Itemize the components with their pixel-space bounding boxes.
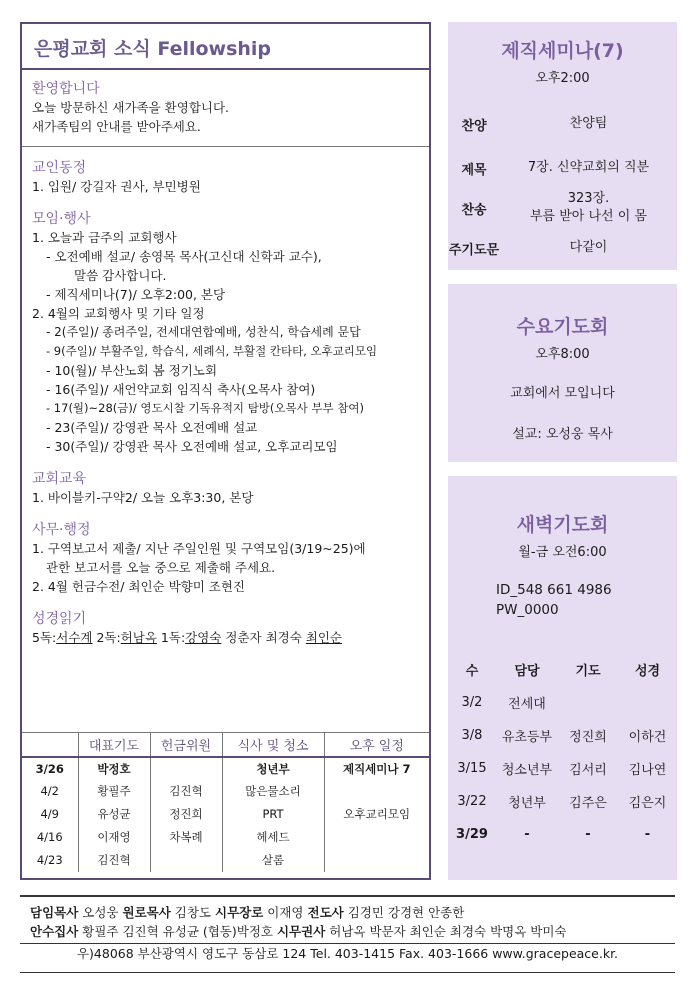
education-line: 1. 바이블키-구약2/ 오늘 오후3:30, 본당: [32, 490, 254, 505]
hymn-number: 323장.: [567, 191, 610, 206]
staff-names: 김경민 강경현 안종한: [343, 905, 465, 920]
table-cell: [324, 849, 429, 872]
staff-names: 김창도: [170, 905, 215, 920]
table-cell: 4/2: [40, 784, 59, 798]
table-cell: -: [644, 827, 651, 842]
section-divider: [22, 146, 429, 147]
event-item: - 17(월)~28(금)/ 영도시찰 기독유적지 탐방(오목사 부부 참여): [46, 401, 364, 415]
schedule-header: [22, 733, 78, 757]
table-cell: 황필주: [78, 780, 150, 803]
church-address: 우)48068 부산광역시 영도구 동삼로 124 Tel. 403-1415 Fax. 403-1666 www.gracepeace.kr.: [20, 943, 675, 963]
wednesday-preacher: 설교: 오성웅 목사: [512, 427, 613, 442]
zoom-id: ID_548 661 4986: [496, 582, 612, 598]
staff-role: 원로목사: [122, 905, 171, 920]
dawn-header: 수: [465, 663, 479, 679]
education-heading: 교회교육: [32, 471, 87, 487]
reading-section: [22, 608, 429, 647]
table-cell: PRT: [222, 803, 324, 826]
dawn-table: [448, 652, 677, 851]
seminar-value: 7장. 신약교회의 직분: [527, 160, 650, 175]
wednesday-line: 교회에서 모입니다: [510, 386, 615, 401]
table-cell: 김주은: [569, 796, 607, 811]
admin-heading: 사무·행정: [32, 522, 91, 538]
seminar-key: 주기도문: [448, 242, 500, 258]
dawn-header: 성경: [634, 663, 661, 679]
reading-name: 허남옥: [120, 630, 157, 645]
table-cell: 많은물소리: [222, 780, 324, 803]
table-cell: -: [524, 827, 530, 842]
church-news-panel: [20, 22, 431, 880]
table-cell: 정진희: [150, 803, 222, 826]
table-cell: -: [585, 827, 591, 842]
table-row: [448, 686, 677, 719]
table-cell: 헤세드: [222, 826, 324, 849]
table-cell: 김은지: [628, 796, 667, 811]
seminar-key: 제목: [461, 162, 487, 178]
staff-names: 이재영: [263, 905, 308, 920]
reading-label: 5독:: [32, 630, 57, 645]
dawn-time: 월-금 오전6:00: [518, 545, 607, 560]
reading-label: 정춘자 최경숙: [221, 630, 306, 645]
events-section: [22, 208, 429, 456]
table-cell: [324, 780, 429, 803]
table-cell: 청년부: [508, 796, 546, 811]
table-cell: 3/22: [457, 794, 487, 809]
schedule-header-row: [22, 733, 429, 757]
admin-line: 관한 보고서를 오늘 중으로 제출해 주세요.: [46, 560, 276, 575]
schedule-header: 헌금위원: [150, 733, 222, 757]
dawn-header-row: [448, 652, 677, 686]
events-line: 1. 오늘과 금주의 교회행사: [32, 230, 177, 245]
staff-role: 시무장로: [215, 905, 264, 920]
table-cell: 청년부: [222, 757, 324, 780]
seminar-value: 찬양팀: [569, 116, 608, 131]
education-section: [22, 468, 429, 507]
seminar-value: [500, 190, 677, 226]
table-row: [448, 818, 677, 851]
event-item: - 30(주일)/ 강영관 목사 오전예배 설교, 오후교리모임: [46, 439, 338, 454]
reading-name: 강영숙: [185, 630, 222, 645]
table-cell: [558, 686, 618, 719]
admin-line: 2. 4월 헌금수전/ 최인순 박향미 조현진: [32, 579, 246, 594]
table-cell: 이재영: [78, 826, 150, 849]
table-cell: 전세대: [508, 697, 546, 712]
schedule-header: 식사 및 청소: [222, 733, 324, 757]
table-row: [448, 752, 677, 785]
table-cell: 3/29: [456, 827, 488, 842]
staff-role: 담임목사: [30, 905, 79, 920]
table-cell: 김진혁: [150, 780, 222, 803]
seminar-key: 찬송: [461, 202, 487, 218]
reading-heading: 성경읽기: [32, 611, 87, 627]
seminar-key: 찬양: [461, 118, 487, 134]
event-item: - 16(주일)/ 새언약교회 임직식 축사(오목사 참여): [46, 382, 316, 397]
table-cell: 3/15: [457, 761, 487, 776]
table-cell: 김나연: [628, 763, 667, 778]
seminar-row: [448, 188, 677, 228]
table-cell: 3/8: [461, 728, 483, 743]
staff-line: [20, 903, 675, 922]
table-row: [448, 785, 677, 818]
seminar-row: [448, 232, 677, 264]
table-cell: 김서리: [569, 763, 607, 778]
reading-label: 1독:: [156, 630, 186, 645]
schedule-table: [22, 732, 429, 872]
table-cell: 3/2: [461, 695, 483, 710]
event-item: - 9(주일)/ 부활주일, 학습식, 세례식, 부활절 칸타타, 오후교리모임: [46, 344, 378, 358]
reading-name: 최인순: [305, 630, 342, 645]
table-row: [22, 803, 429, 826]
table-cell: 이하건: [628, 730, 667, 745]
table-row: [22, 849, 429, 872]
event-item: - 10(월)/ 부산노회 봄 정기노회: [46, 363, 218, 378]
table-cell: 4/16: [36, 830, 63, 844]
table-cell: 박정호: [78, 757, 150, 780]
table-row: [22, 757, 429, 780]
table-cell: 김진혁: [78, 849, 150, 872]
page-title: 은평교회 소식 Fellowship: [22, 24, 429, 70]
dawn-box: [448, 476, 677, 880]
welcome-line: 오늘 방문하신 새가족을 환영합니다.: [32, 100, 230, 115]
table-cell: 유초등부: [501, 730, 553, 745]
reading-line: [32, 628, 419, 647]
staff-names: 허남옥 박문자 최인순 최경숙 박명옥 박미숙: [325, 924, 567, 939]
welcome-heading: 환영합니다: [32, 81, 100, 97]
table-cell: 유성균: [78, 803, 150, 826]
schedule-header: 대표기도: [78, 733, 150, 757]
seminar-row: [448, 106, 677, 142]
members-heading: 교인동정: [32, 160, 87, 176]
staff-footer: [20, 895, 675, 973]
wednesday-time: 오후8:00: [535, 347, 590, 362]
hymn-title: 부름 받아 나선 이 몸: [530, 209, 647, 224]
table-row: [22, 826, 429, 849]
table-cell: 4/9: [40, 807, 59, 821]
staff-role: 전도사: [307, 905, 344, 920]
wednesday-box: [448, 284, 677, 462]
table-row: [448, 719, 677, 752]
welcome-line: 새가족팀의 안내를 받아주세요.: [32, 119, 201, 134]
table-cell: 3/26: [35, 761, 64, 776]
members-section: [22, 157, 429, 196]
dawn-header: 담당: [514, 663, 540, 679]
staff-role: 안수집사: [30, 924, 79, 939]
welcome-section: [22, 78, 429, 136]
seminar-value: 다같이: [569, 240, 608, 255]
events-line: 말씀 감사합니다.: [74, 268, 167, 283]
table-cell: [618, 686, 677, 719]
table-cell: 정진희: [569, 730, 607, 745]
seminar-time: 오후2:00: [535, 71, 590, 86]
events-line: - 제직세미나(7)/ 오후2:00, 본당: [46, 287, 226, 302]
staff-line: [20, 922, 675, 941]
events-line: 2. 4월의 교회행사 및 기타 일정: [32, 306, 205, 321]
table-cell: 차복례: [150, 826, 222, 849]
schedule-header: 오후 일정: [324, 733, 429, 757]
seminar-title: 제직세미나(7): [501, 40, 624, 62]
staff-role: 시무권사: [276, 924, 326, 939]
staff-names: 오성웅: [78, 905, 123, 920]
dawn-title: 새벽기도회: [516, 514, 609, 536]
event-item: - 2(주일)/ 종려주일, 전세대연합예배, 성찬식, 학습세례 문답: [46, 325, 361, 339]
events-heading: 모임·행사: [32, 211, 91, 227]
table-row: [22, 780, 429, 803]
seminar-box: [448, 22, 677, 270]
dawn-header: 기도: [575, 663, 601, 679]
zoom-info: [448, 580, 677, 620]
members-line: 1. 입원/ 강길자 권사, 부민병원: [32, 179, 201, 194]
event-item: - 23(주일)/ 강영관 목사 오전예배 설교: [46, 420, 258, 435]
table-cell: 청소년부: [501, 763, 553, 778]
table-cell: [150, 757, 222, 780]
table-cell: 제직세미나 7: [324, 757, 429, 780]
reading-name: 서수계: [56, 630, 93, 645]
table-cell: [150, 849, 222, 872]
seminar-row: [448, 150, 677, 186]
wednesday-title: 수요기도회: [516, 316, 609, 338]
table-cell: 오후교리모임: [324, 803, 429, 826]
zoom-pw: PW_0000: [496, 602, 559, 618]
reading-label: 2독:: [92, 630, 121, 645]
table-cell: 4/23: [36, 853, 63, 867]
admin-section: [22, 519, 429, 596]
staff-names: 황필주 김진혁 유성균 (협동)박정호: [78, 924, 277, 939]
table-cell: 살롬: [222, 849, 324, 872]
admin-line: 1. 구역보고서 제출/ 지난 주일인원 및 구역모임(3/19~25)에: [32, 541, 366, 556]
events-line: - 오전예배 설교/ 송영목 목사(고신대 신학과 교수),: [46, 249, 322, 264]
table-cell: [324, 826, 429, 849]
